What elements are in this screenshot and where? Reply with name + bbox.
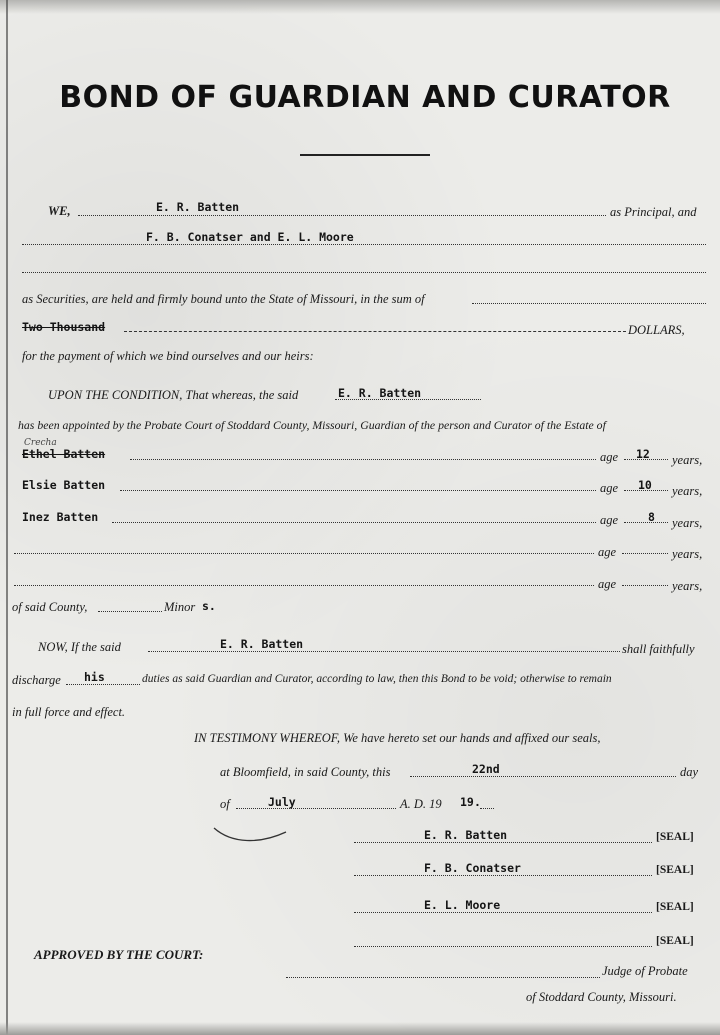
seal-label-4: [SEAL] xyxy=(656,935,694,947)
years-label-4: years, xyxy=(672,547,703,561)
day-line xyxy=(410,776,676,777)
now-line xyxy=(148,651,620,652)
age-label-3: age xyxy=(600,513,619,527)
seal-label-3: [SEAL] xyxy=(656,901,694,913)
ad-label: A. D. 19 xyxy=(400,797,442,811)
minor-line-5 xyxy=(14,585,594,586)
sureties-line xyxy=(22,244,706,245)
as-principal-label: as Principal, and xyxy=(610,205,697,219)
condition-clause: UPON THE CONDITION, That whereas, the said xyxy=(48,388,299,402)
sureties-line-2 xyxy=(22,272,706,273)
signature-line-4 xyxy=(354,946,652,947)
years-label-2: years, xyxy=(672,484,703,498)
minor-name-2: Elsie Batten xyxy=(22,478,106,492)
page-edge-left xyxy=(6,0,8,1035)
county-line xyxy=(98,611,162,612)
month-line xyxy=(236,808,396,809)
age-label-1: age xyxy=(600,450,619,464)
day-label: day xyxy=(680,765,699,779)
full-force-clause: in full force and effect. xyxy=(12,705,126,719)
we-label: WE, xyxy=(48,204,71,218)
minor-line-3 xyxy=(112,522,596,523)
date-day: 22nd xyxy=(472,762,500,776)
judge-line xyxy=(286,977,600,978)
now-name: E. R. Batten xyxy=(220,637,304,651)
year-line xyxy=(480,808,494,809)
signature-flourish xyxy=(212,822,292,846)
age-line-5 xyxy=(622,585,668,586)
signature-line-3 xyxy=(354,912,652,913)
now-clause: NOW, If the said xyxy=(38,640,121,654)
sum-dash-line xyxy=(124,331,626,332)
securities-clause: as Securities, are held and firmly bound unto the State of Missouri, in the sum of xyxy=(22,292,425,306)
years-label-5: years, xyxy=(672,579,703,593)
age-label-4: age xyxy=(598,545,617,559)
signer-name-3: E. L. Moore xyxy=(424,898,501,912)
date-year: 19 xyxy=(460,795,474,809)
of-label: of xyxy=(220,797,230,811)
minor-age-1: 12 xyxy=(636,447,650,461)
age-label-5: age xyxy=(598,577,617,591)
sureties-names: F. B. Conatser and E. L. Moore xyxy=(146,230,354,244)
minor-line-1 xyxy=(130,459,596,460)
condition-name: E. R. Batten xyxy=(338,386,422,400)
minor-label: Minor xyxy=(164,600,196,614)
handwritten-correction: Crecha xyxy=(24,438,57,448)
appointed-clause: has been appointed by the Probate Court of Stoddard County, Missouri, Guardian of the person and Curator of the Estate of xyxy=(18,418,606,432)
minor-line-2 xyxy=(120,490,596,491)
approved-label: APPROVED BY THE COURT: xyxy=(34,947,204,962)
document-title: BOND OF GUARDIAN AND CURATOR xyxy=(59,80,671,115)
principal-line xyxy=(78,215,606,216)
sum-line xyxy=(472,303,706,304)
shall-faithfully: shall faithfully xyxy=(622,642,695,656)
title-underline xyxy=(300,154,430,156)
date-month: July xyxy=(268,795,296,809)
county-clause: of said County, xyxy=(12,600,88,614)
minor-name-1: Ethel Batten xyxy=(22,447,106,461)
age-line-2 xyxy=(624,490,668,491)
dollars-label: DOLLARS, xyxy=(628,323,685,337)
page-edge-bottom xyxy=(0,1022,720,1035)
minor-age-3: 8 xyxy=(648,510,655,524)
judge-label: Judge of Probate xyxy=(602,964,688,978)
date-suffix: . xyxy=(474,795,481,809)
age-label-2: age xyxy=(600,481,619,495)
court-label: of Stoddard County, Missouri. xyxy=(526,990,677,1004)
testimony-clause: IN TESTIMONY WHEREOF, We have hereto set our hands and affixed our seals, xyxy=(194,731,601,745)
page-edge-top xyxy=(0,0,720,14)
signer-name-1: E. R. Batten xyxy=(424,828,508,842)
discharge-clause: duties as said Guardian and Curator, according to law, then this Bond to be void; otherwise to remain xyxy=(142,673,612,685)
minor-line-4 xyxy=(14,553,594,554)
seal-label-2: [SEAL] xyxy=(656,864,694,876)
seal-label-1: [SEAL] xyxy=(656,831,694,843)
principal-name: E. R. Batten xyxy=(156,200,240,214)
discharge-pronoun: his xyxy=(84,670,105,684)
minor-suffix: s. xyxy=(202,599,216,613)
years-label-3: years, xyxy=(672,516,703,530)
age-line-3 xyxy=(624,522,668,523)
minor-name-3: Inez Batten xyxy=(22,510,99,524)
signer-name-2: F. B. Conatser xyxy=(424,861,521,875)
years-label-1: years, xyxy=(672,453,703,467)
signature-line-2 xyxy=(354,875,652,876)
sum-amount: Two Thousand xyxy=(22,320,106,334)
age-line-4 xyxy=(622,553,668,554)
payment-clause: for the payment of which we bind ourselves and our heirs: xyxy=(22,349,314,363)
pronoun-line xyxy=(66,684,140,685)
age-line-1 xyxy=(624,459,668,460)
signature-line-1 xyxy=(354,842,652,843)
place-clause: at Bloomfield, in said County, this xyxy=(220,765,391,779)
discharge-label: discharge xyxy=(12,673,61,687)
minor-age-2: 10 xyxy=(638,478,652,492)
